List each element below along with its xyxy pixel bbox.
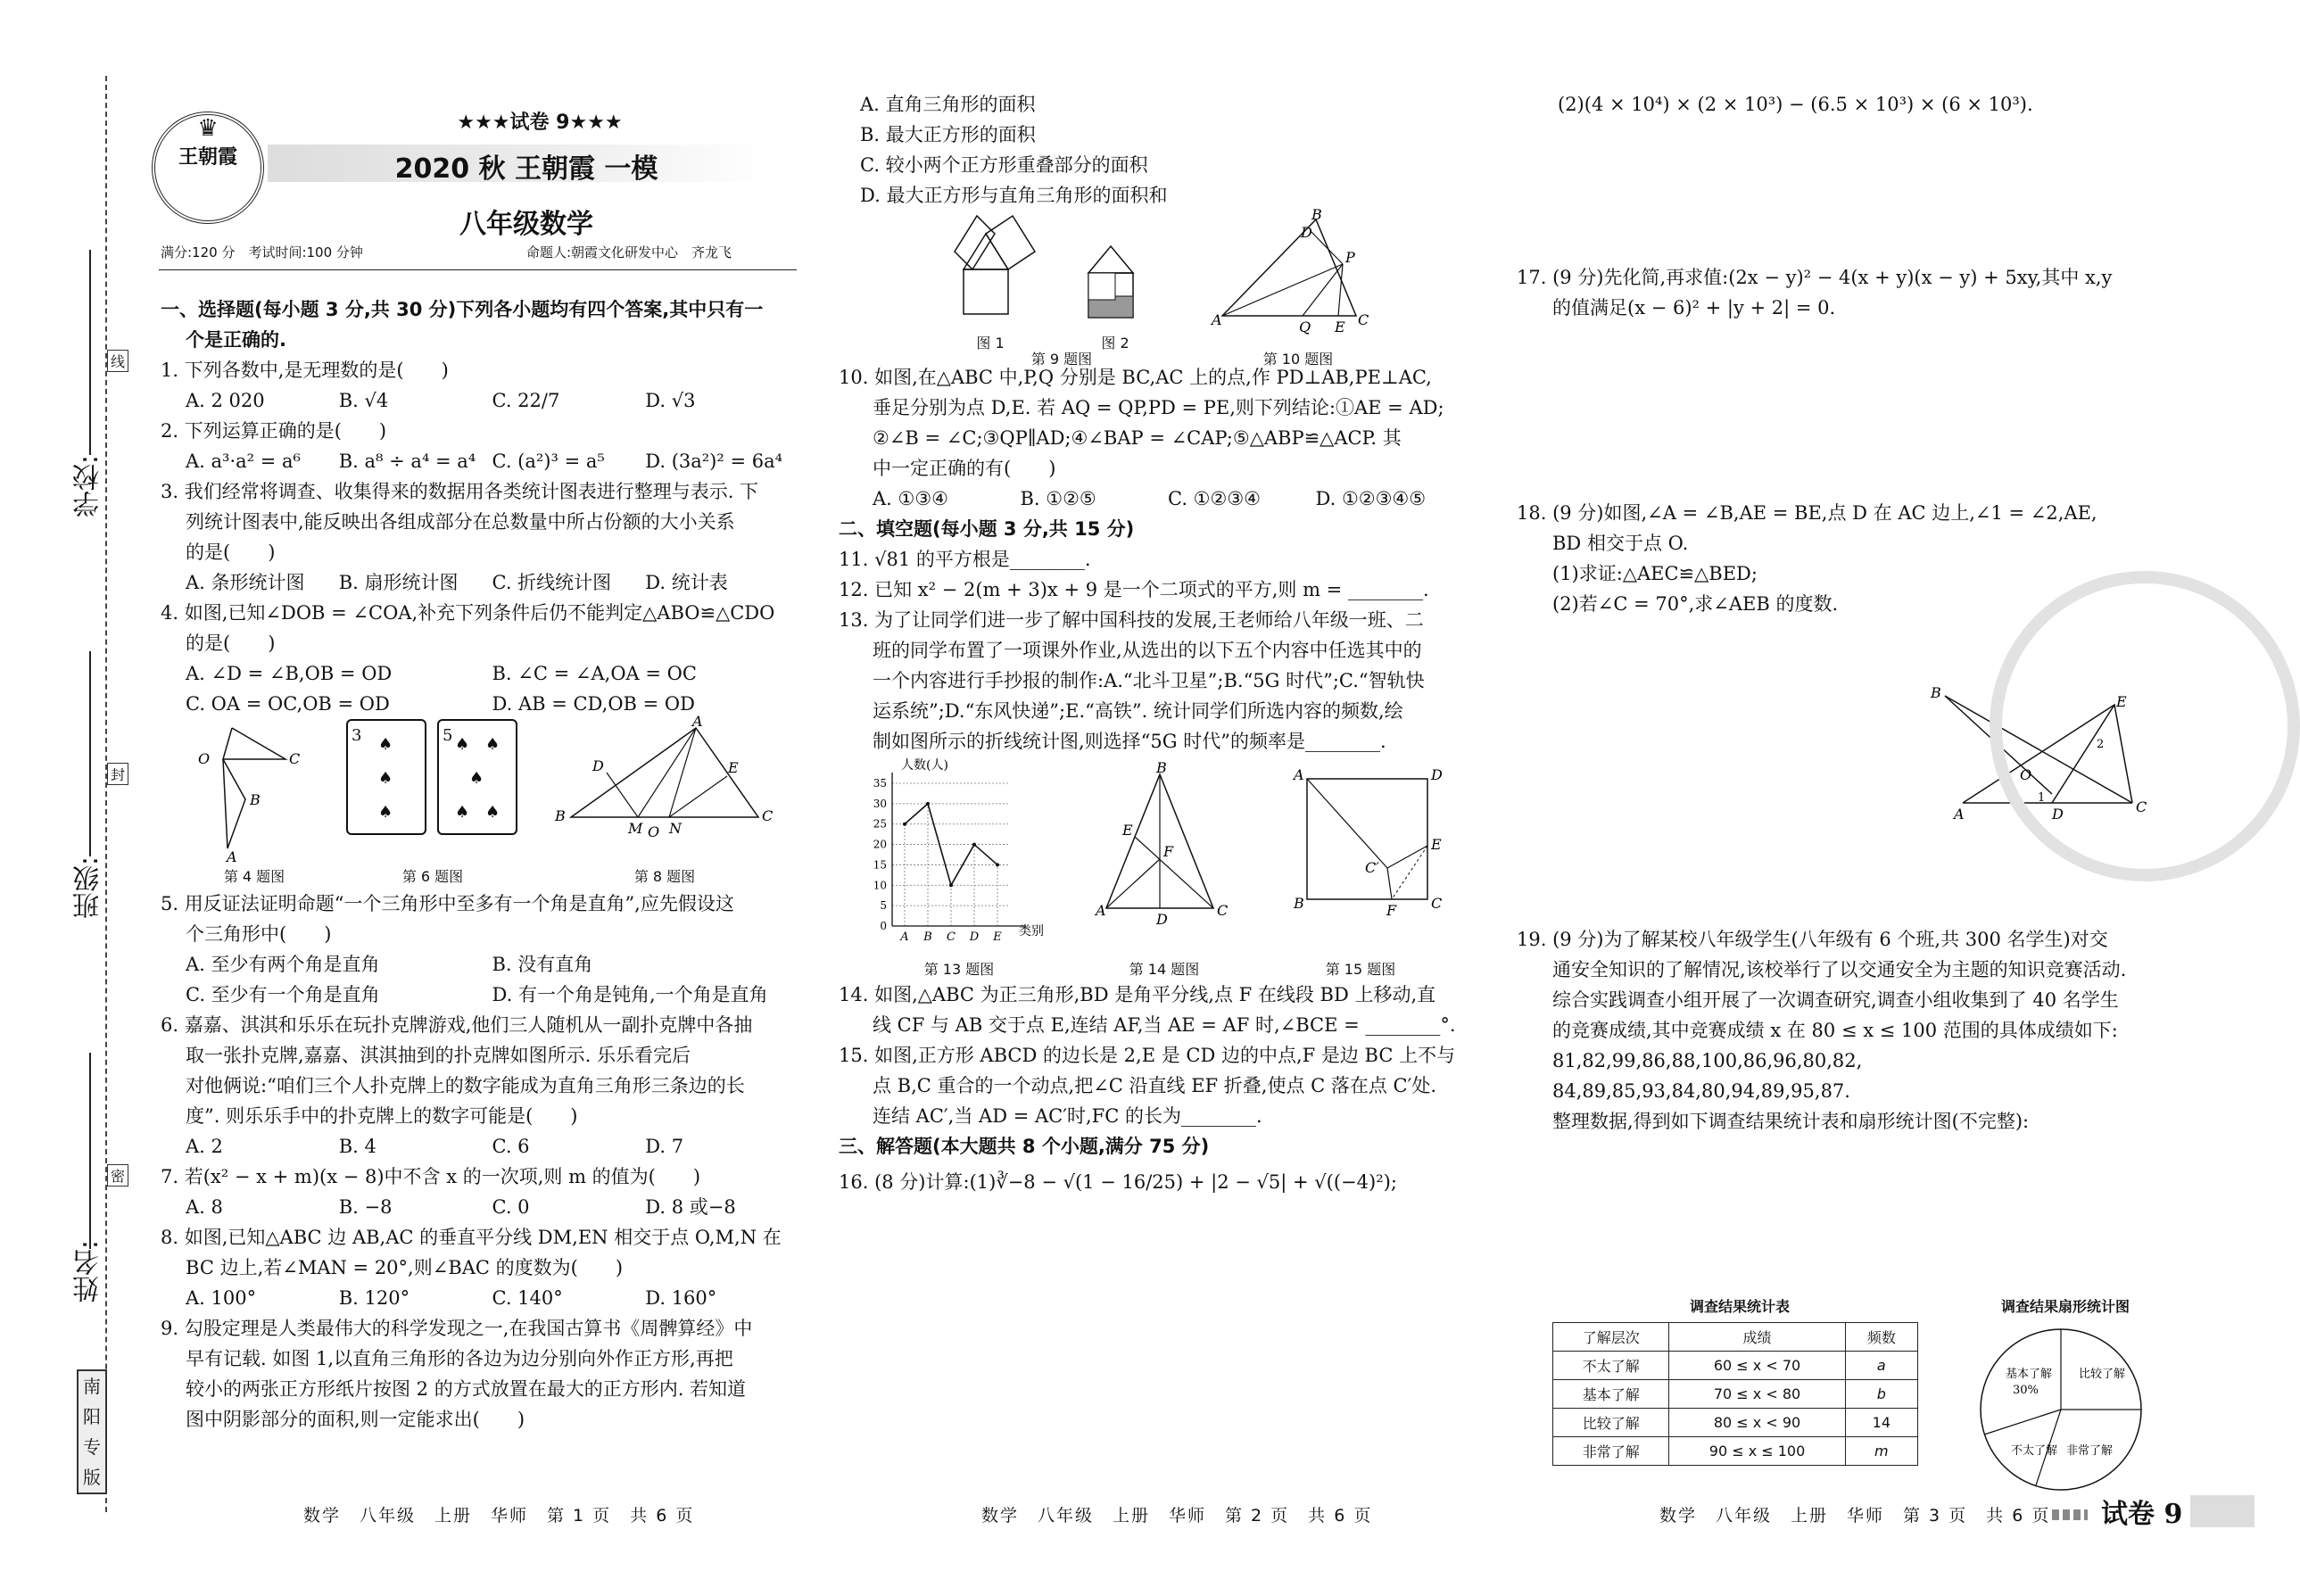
q8-d: D. 160° [645,1287,717,1309]
q1-c: C. 22/7 [492,390,560,411]
figure-10 [1212,206,1392,335]
school-label: 学校: [73,455,104,518]
q5-c: C. 至少有一个角是直角 [186,984,380,1005]
chart-y-tick-label: 0 [880,920,887,932]
table-cell: 14 [1845,1409,1917,1437]
table-header: 了解层次 [1553,1323,1669,1352]
chart-axes [892,773,1026,926]
q13-line3: 一个内容进行手抄报的制作:A.“北斗卫星”;B.“5G 时代”;C.“智轨快 [873,670,1425,691]
q19-line4: 的竞赛成绩,其中竞赛成绩 x 在 80 ≤ x ≤ 100 范围的具体成绩如下: [1552,1020,2118,1041]
q19-line2: 通安全知识的了解情况,该校举行了以交通安全为主题的知识竞赛活动. [1552,959,2127,980]
q6-d: D. 7 [645,1136,684,1157]
table-cell: 60 ≤ x < 70 [1669,1352,1845,1380]
q14-line2: 线 CF 与 AB 交于点 E,连结 AF,当 AE = AF 时,∠BCE = ________°. [873,1014,1456,1036]
svg-text:E: E [1122,822,1133,839]
spade-icon: ♠ [455,803,470,822]
chart-x-tick-label: C [947,930,956,944]
figure-13-line-chart [865,757,1053,962]
figure-4 [187,719,321,865]
q9-line2: 早有记载. 如图 1,以直角三角形的各边为边分别向外作正方形,再把 [186,1348,733,1369]
svg-text:A: A [692,713,703,730]
q13-line5: 制如图所示的折线统计图,则选择“5G 时代”的频率是________. [873,731,1386,752]
q9-opt-a: A. 直角三角形的面积 [860,94,1036,115]
q4-a: A. ∠D = ∠B,OB = OD [186,663,393,684]
fig9-2-caption: 图 2 [1101,335,1129,351]
svg-text:Q: Q [1299,318,1311,335]
q14-line1: 14. 如图,△ABC 为正三角形,BD 是角平分线,点 F 在线段 BD 上移动,直 [839,984,1436,1005]
column-1 [161,294,798,1435]
q1-a: A. 2 020 [186,390,265,411]
q15-line3: 连结 AC′,当 AD = AC′时,FC 的长为________. [873,1105,1262,1127]
figures-row-13-15 [839,757,1463,980]
q10-a: A. ①③④ [873,488,948,509]
q1-b: B. √4 [338,390,389,411]
seal-2: 封 [107,763,128,785]
q7-c: C. 0 [492,1196,530,1218]
q8-options [161,1283,798,1313]
footer-page-3: 数学 八年级 上册 华师 第 3 页 共 6 页 [1659,1506,2051,1526]
svg-text:P: P [1345,249,1355,266]
svg-text:D: D [2052,806,2064,823]
watermark-seal [1990,571,2300,881]
footer-page-2: 数学 八年级 上册 华师 第 2 页 共 6 页 [981,1506,1373,1526]
q5-a: A. 至少有两个角是直角 [186,954,380,975]
q7-d: D. 8 或−8 [645,1196,736,1218]
svg-text:D: D [1301,224,1312,241]
svg-text:D: D [592,757,604,774]
q13-line2: 班的同学布置了一项课外作业,从选出的以下五个内容中任选其中的 [873,640,1422,661]
q7-stem: 7. 若(x² − x + m)(x − 8)中不含 x 的一次项,则 m 的值为( ) [161,1166,701,1187]
table-cell: 70 ≤ x < 80 [1669,1380,1845,1409]
chart-point [949,883,953,887]
q6-line1: 6. 嘉嘉、淇淇和乐乐在玩扑克牌游戏,他们三人随机从一副扑克牌中各抽 [161,1014,753,1036]
chart-y-tick-label: 30 [873,797,887,810]
name-label: 姓名: [73,1240,104,1303]
q10-line3: ②∠B = ∠C;③QP∥AD;④∠BAP = ∠CAP;⑤△ABP≌△ACP. 其 [873,427,1402,449]
q4-line2: 的是( ) [186,633,276,654]
chart-x-label: 类别 [1019,924,1044,939]
q15-line1: 15. 如图,正方形 ABCD 的边长是 2,E 是 CD 边的中点,F 是边 BC 上不与 [839,1045,1456,1066]
q8-line2: BC 边上,若∠MAN = 20°,则∠BAC 的度数为( ) [186,1257,624,1278]
spade-icon: ♠ [469,769,484,788]
footer-tag: 试卷 9 [2101,1499,2183,1530]
q10-line1: 10. 如图,在△ABC 中,P,Q 分别是 BC,AC 上的点,作 PD⊥AB,PE⊥AC, [839,367,1432,388]
q5-options-ab [161,949,798,980]
q3-options [161,567,798,598]
q4-b: B. ∠C = ∠A,OA = OC [492,663,697,684]
table-cell: a [1845,1352,1917,1380]
figures-row-1 [161,713,798,889]
column-2 [839,89,1463,1197]
q10-d: D. ①②③④⑤ [1315,488,1427,509]
q5-options-cd [161,980,798,1010]
q3-c: C. 折线统计图 [492,572,612,593]
pie-label-very: 非常了解 [2066,1444,2114,1458]
svg-text:D: D [1156,911,1168,928]
q8-a: A. 100° [186,1287,257,1309]
svg-text:C: C [1217,902,1229,919]
q17-line1: 17. (9 分)先化简,再求值:(2x − y)² − 4(x + y)(x − y) + 5xy,其中 x,y [1517,267,2113,288]
figure-15 [1294,765,1445,935]
svg-text:D: D [1431,766,1443,783]
q3-line1: 3. 我们经常将调查、收集得来的数据用各类统计图表进行整理与表示. 下 [161,481,759,502]
spade-icon: ♠ [455,735,470,754]
footer-tag-bar [2190,1495,2254,1527]
q2-c: C. (a²)³ = a⁵ [492,451,605,472]
chart-point [996,863,999,866]
chart-y-tick-label: 15 [873,858,887,872]
q2-b: B. a⁸ ÷ a⁴ = a⁴ [338,451,476,472]
q13-line1: 13. 为了让同学们进一步了解中国科技的发展,王老师给八年级一班、二 [839,609,1424,631]
q2-a: A. a³·a² = a⁶ [186,451,301,472]
meta-right: 命题人:朝霞文化研发中心 齐龙飞 [526,244,732,260]
pie-label-basic: 基本了解 [2006,1368,2053,1381]
page-title: 2020 秋 王朝霞 一模 [394,153,658,185]
section2-title: 二、填空题(每小题 3 分,共 15 分) [839,518,1135,540]
svg-text:O: O [648,823,660,840]
fig4-caption: 第 4 题图 [223,868,285,885]
chart-y-ticks [873,777,887,932]
name-line [89,1053,91,1249]
q9-opt-b: B. 最大正方形的面积 [860,124,1036,145]
pie-label-basic-pct: 30% [2013,1384,2039,1397]
chart-x-tick-label: B [923,930,932,944]
svg-text:2: 2 [2097,738,2105,751]
svg-text:B: B [555,807,566,824]
pie-chart [1972,1320,2150,1499]
svg-text:A: A [1212,311,1222,328]
svg-text:C: C [1431,895,1443,912]
svg-text:E: E [728,759,739,776]
fig9-caption: 第 9 题图 [1030,351,1093,368]
class-line [89,651,91,856]
q5-line1: 5. 用反证法证明命题“一个三角形中至多有一个角是直角”,应先假设这 [161,893,734,914]
svg-text:C: C [1358,311,1369,328]
table-cell: 基本了解 [1553,1380,1669,1409]
q6-line2: 取一张扑克牌,嘉嘉、淇淇抽到的扑克牌如图所示. 乐乐看完后 [186,1045,691,1066]
figure-8 [553,713,785,862]
q8-c: C. 140° [492,1287,563,1309]
svg-text:M: M [628,820,643,837]
q15-line2: 点 B,C 重合的一个动点,把∠C 沿直线 EF 折叠,使点 C 落在点 C′处. [873,1075,1437,1096]
svg-text:N: N [669,820,682,837]
svg-text:B: B [250,791,261,808]
svg-text:A: A [1954,806,1965,823]
footer-page-1: 数学 八年级 上册 华师 第 1 页 共 6 页 [303,1506,695,1526]
q10-b: B. ①②⑤ [1020,488,1096,509]
q9-line3: 较小的两张正方形纸片按图 2 的方式放置在最大的正方形内. 若知道 [186,1378,747,1400]
q5-line2: 个三角形中( ) [186,923,332,945]
footer-dots [2052,1509,2088,1520]
q13-line4: 运系统”;D.“东风快递”;E.“高铁”. 统计同学们所选内容的频数,绘 [873,700,1403,722]
q1-stem: 1. 下列各数中,是无理数的是( ) [161,360,449,381]
q2-d: D. (3a²)² = 6a⁴ [645,451,783,472]
spade-icon: ♠ [485,803,501,822]
logo [152,112,264,224]
fig13-caption: 第 13 题图 [923,961,995,978]
q7-a: A. 8 [186,1196,223,1218]
q12: 12. 已知 x² − 2(m + 3)x + 9 是一个二项式的平方,则 m = ________. [839,579,1429,600]
chart-x-tick-label: E [993,930,1002,944]
q19-line5: 81,82,99,86,88,100,86,96,80,82, [1552,1050,1863,1071]
fig14-caption: 第 14 题图 [1129,961,1200,978]
seal-3: 密 [107,1164,128,1187]
svg-text:E: E [1335,318,1345,335]
q8-b: B. 120° [338,1287,410,1309]
q6-a: A. 2 [186,1136,223,1157]
q4-line1: 4. 如图,已知∠DOB = ∠COA,补充下列条件后仍不能判定△ABO≌△CDO [161,602,775,624]
svg-text:E: E [2116,693,2127,710]
table-title: 调查结果统计表 [1689,1298,1790,1315]
table-row [1553,1409,1918,1437]
svg-text:B: B [1311,206,1322,223]
q9-opt-c: C. 较小两个正方形重叠部分的面积 [860,154,1148,176]
q4-options-ab [161,658,798,689]
table-row [1553,1380,1918,1409]
q9-line1: 9. 勾股定理是人类最伟大的科学发现之一,在我国古算书《周髀算经》中 [161,1318,753,1339]
q3-b: B. 扇形统计图 [338,572,459,593]
pie-label-compare: 比较了解 [2079,1368,2126,1381]
fig6-caption: 第 6 题图 [401,868,464,885]
chart-y-tick-label: 5 [880,899,887,913]
spade-icon: ♠ [378,803,393,822]
table-row [1553,1437,1918,1466]
table-cell: b [1845,1380,1917,1409]
table-row [1553,1352,1918,1380]
figures-row-9-10 [839,206,1463,368]
svg-text:E: E [1431,836,1442,853]
q16-part2: (2)(4 × 10⁴) × (2 × 10³) − (6.5 × 10³) × (6 × 10³). [1558,94,2033,115]
q16-part1: 16. (8 分)计算:(1)∛−8 − √(1 − 16/25) + |2 − √5| + √((−4)²); [839,1171,1397,1193]
fig8-caption: 第 8 题图 [633,868,696,885]
svg-text:1: 1 [2038,791,2046,805]
spade-icon: ♠ [378,769,393,788]
figure-9-1 [955,216,1053,332]
chart-point [903,823,906,826]
chart-x-ticks [899,930,1002,944]
q2-stem: 2. 下列运算正确的是( ) [161,420,387,442]
svg-text:F: F [1386,902,1397,919]
table-cell: 90 ≤ x ≤ 100 [1669,1437,1845,1466]
spade-icon: ♠ [378,735,393,754]
q4-c: C. OA = OC,OB = OD [186,693,390,715]
subject-title: 八年级数学 [459,209,593,240]
meta-left: 满分:120 分 考试时间:100 分钟 [161,244,363,260]
q10-line4: 中一定正确的有( ) [873,458,1056,479]
q18-line3: (1)求证:△AEC≌△BED; [1552,563,1758,584]
q3-a: A. 条形统计图 [186,572,305,593]
q3-line2: 列统计图表中,能反映出各组成部分在总数量中所占份额的大小关系 [186,511,735,533]
spade-icon: ♠ [485,735,501,754]
chart-y-label: 人数(人) [901,758,948,773]
q10-c: C. ①②③④ [1168,488,1261,509]
exam-badge: ★★★试卷 9★★★ [457,112,623,134]
playing-card-3: 3 ♠ ♠ ♠ [346,719,426,835]
q10-options [839,484,1463,514]
q7-options [161,1192,798,1222]
survey-table [1552,1322,1918,1466]
q6-c: C. 6 [492,1136,530,1157]
chart-point [972,843,976,847]
svg-text:C′: C′ [1365,859,1379,876]
pie-title: 调查结果扇形统计图 [2000,1298,2130,1315]
chart-y-tick-label: 10 [873,879,887,892]
svg-text:A: A [1096,902,1106,919]
seal-1: 线 [107,350,128,372]
q3-d: D. 统计表 [645,572,728,593]
q18-line2: BD 相交于点 O. [1552,533,1689,554]
table-header-row [1553,1323,1918,1352]
table-cell: 80 ≤ x < 90 [1669,1409,1845,1437]
q11: 11. √81 的平方根是________. [839,549,1091,570]
q5-d: D. 有一个角是钝角,一个角是直角 [492,984,768,1005]
chart-y-tick-label: 20 [873,838,887,851]
q10-line2: 垂足分别为点 D,E. 若 AQ = QP,PD = PE,则下列结论:①AE = AD; [873,397,1444,418]
svg-text:C: C [289,750,301,767]
section1-title: 一、选择题(每小题 3 分,共 30 分)下列各小题均有四个答案,其中只有一 [161,299,764,320]
svg-text:A: A [227,848,237,865]
chart-y-tick-label: 35 [873,777,887,790]
class-label: 班级: [73,856,104,920]
fig9-1-caption: 图 1 [976,335,1005,351]
svg-text:B: B [1156,759,1167,776]
svg-text:F: F [1163,843,1174,860]
table-cell: 比较了解 [1553,1409,1669,1437]
q6-line3: 对他俩说:“咱们三个人扑克牌上的数字能成为直角三角形三条边的长 [186,1075,745,1096]
svg-text:C: C [762,807,774,824]
table-header: 频数 [1845,1323,1917,1352]
q6-b: B. 4 [338,1136,376,1157]
q9-line4: 图中阴影部分的面积,则一定能求出( ) [186,1409,525,1430]
school-line [89,250,91,455]
table-cell: 不太了解 [1553,1352,1669,1380]
q5-b: B. 没有直角 [492,954,593,975]
pie-label-not-much: 不太了解 [2011,1444,2058,1458]
q3-line3: 的是( ) [186,542,276,563]
q8-line1: 8. 如图,已知△ABC 边 AB,AC 的垂直平分线 DM,EN 相交于点 O,M,N 在 [161,1227,782,1248]
region-badge: 南阳专版 [77,1369,107,1494]
crown-icon: ♛ [197,115,219,142]
q9-opt-d: D. 最大正方形与直角三角形的面积和 [860,185,1168,206]
chart-grid [892,783,1008,926]
table-cell: m [1845,1437,1917,1466]
q4-options-cd [161,689,798,719]
svg-text:A: A [1294,766,1304,783]
logo-text: 王朝霞 [178,145,237,169]
q2-options [161,446,798,476]
chart-x-tick-label: D [969,930,980,944]
svg-text:O: O [2020,766,2032,783]
svg-text:B: B [1931,684,1941,701]
svg-text:B: B [1294,895,1304,912]
header-rule [159,269,797,270]
q17-line2: 的值满足(x − 6)² + |y + 2| = 0. [1552,297,1836,318]
q1-d: D. √3 [645,390,696,411]
q1-options [161,385,798,416]
table-header: 成绩 [1669,1323,1845,1352]
svg-text:O: O [198,750,211,767]
q19-line6: 84,89,85,93,84,80,94,89,95,87. [1552,1080,1850,1102]
svg-text:C: C [2136,798,2147,815]
q6-line4: 度”. 则乐乐手中的扑克牌上的数字可能是( ) [186,1105,578,1127]
fig15-caption: 第 15 题图 [1325,961,1396,978]
q19-line1: 19. (9 分)为了解某校八年级学生(八年级有 6 个班,共 300 名学生)对交 [1517,929,2108,950]
chart-y-tick-label: 25 [873,817,887,831]
q6-options [161,1131,798,1162]
chart-point [926,802,930,806]
section3-title: 三、解答题(本大题共 8 个小题,满分 75 分) [839,1136,1210,1157]
q18-line1: 18. (9 分)如图,∠A = ∠B,AE = BE,点 D 在 AC 边上,∠1 = ∠2,AE, [1517,502,2097,524]
q4-d: D. AB = CD,OB = OD [492,693,695,715]
table-cell: 非常了解 [1553,1437,1669,1466]
q7-b: B. −8 [338,1196,393,1218]
q19-line3: 综合实践调查小组开展了一次调查研究,调查小组收集到了 40 名学生 [1552,989,2119,1011]
section1-title-2: 个是正确的. [186,329,286,351]
q19-line7: 整理数据,得到如下调查结果统计表和扇形统计图(不完整): [1552,1111,2030,1132]
chart-x-tick-label: A [900,930,909,944]
figure-14 [1096,759,1240,935]
q18-line4: (2)若∠C = 70°,求∠AEB 的度数. [1552,593,1839,615]
playing-card-5: 5 ♠ ♠ ♠ ♠ ♠ [437,719,517,835]
fig10-caption: 第 10 题图 [1262,351,1334,368]
